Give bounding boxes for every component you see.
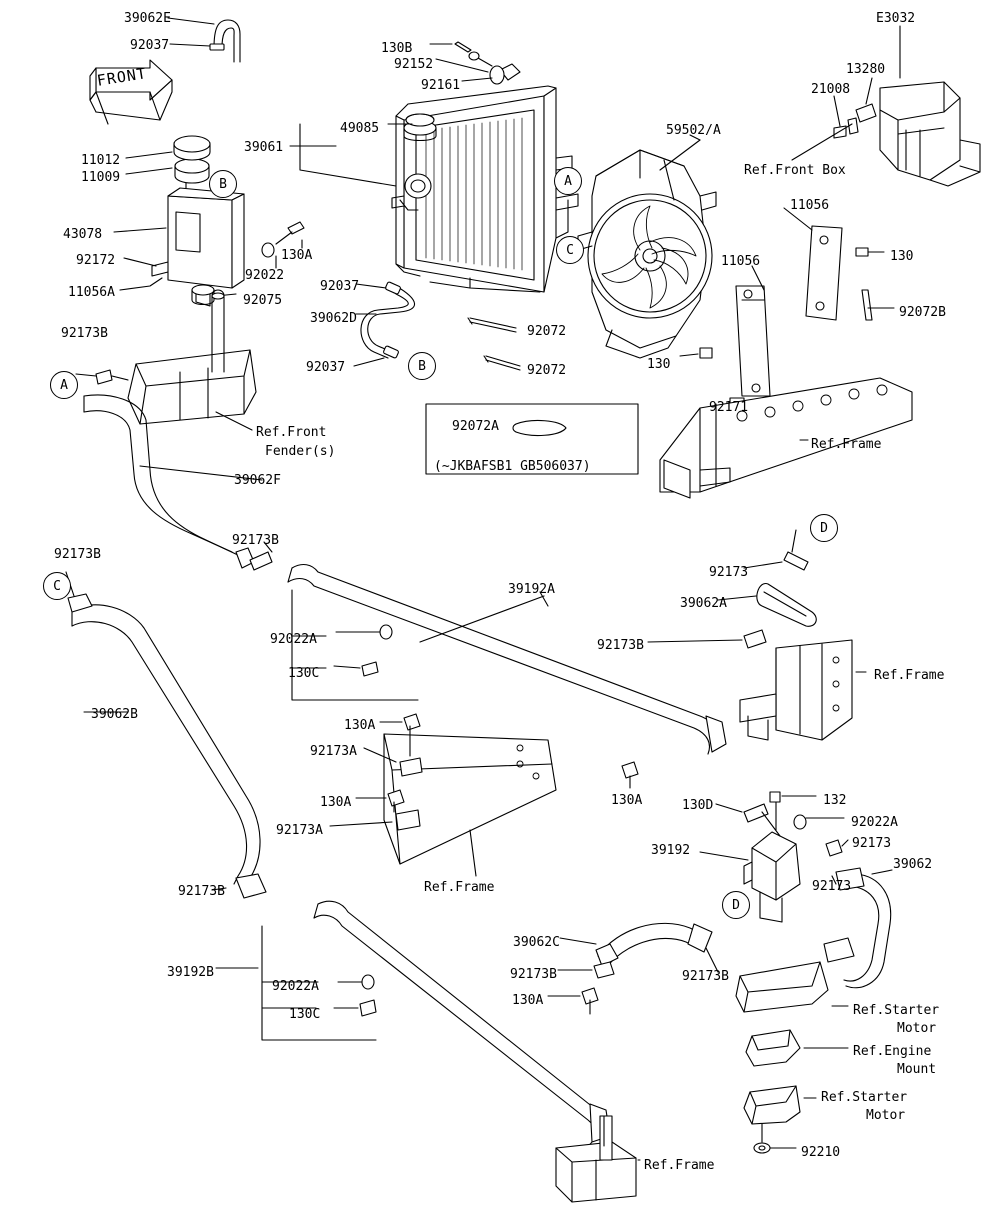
part-label: 130D <box>682 798 714 813</box>
part-label: Ref.Starter <box>821 1090 908 1105</box>
part-label: 11009 <box>81 170 121 185</box>
part-label: 92173A <box>276 823 323 838</box>
section-marker: C <box>43 572 71 600</box>
part-label: 11012 <box>81 153 121 168</box>
part-label: 92173B <box>232 533 279 548</box>
part-label: 39062F <box>234 473 281 488</box>
part-label: Ref.Frame <box>874 668 945 683</box>
part-label: 11056 <box>721 254 761 269</box>
part-label: 92210 <box>801 1145 841 1160</box>
part-label: 92173B <box>510 967 557 982</box>
section-marker: D <box>722 891 750 919</box>
part-label: 130B <box>381 41 413 56</box>
section-marker: D <box>810 514 838 542</box>
part-label: 92072 <box>527 363 567 378</box>
part-label: 11056 <box>790 198 830 213</box>
part-label: 130 <box>890 249 914 264</box>
part-label: 39192B <box>167 965 214 980</box>
front-arrow-label: FRONT <box>95 64 149 90</box>
part-label: 39062C <box>513 935 560 950</box>
part-label: 130 <box>647 357 671 372</box>
part-label: 39062 <box>893 857 933 872</box>
part-label: 130A <box>512 993 544 1008</box>
part-label: 11056A <box>68 285 115 300</box>
part-label: 92022A <box>272 979 319 994</box>
part-label: 92173 <box>812 879 852 894</box>
part-label: 130A <box>611 793 643 808</box>
part-label: Ref.Front <box>256 425 327 440</box>
part-label: Ref.Frame <box>811 437 882 452</box>
part-label: 92173A <box>310 744 357 759</box>
part-label: Ref.Starter <box>853 1003 940 1018</box>
part-label: 92173B <box>597 638 644 653</box>
part-label: Ref.Engine <box>853 1044 932 1059</box>
part-label: 92161 <box>421 78 461 93</box>
part-label: 43078 <box>63 227 103 242</box>
part-label: 130A <box>320 795 352 810</box>
part-label: E3032 <box>876 11 916 26</box>
section-marker: B <box>408 352 436 380</box>
part-label: Mount <box>897 1062 937 1077</box>
part-label: 92037 <box>130 38 170 53</box>
part-label: 92037 <box>320 279 360 294</box>
part-label: Ref.Frame <box>644 1158 715 1173</box>
section-marker: B <box>209 170 237 198</box>
part-label: 13280 <box>846 62 886 77</box>
part-label: 92173 <box>852 836 892 851</box>
part-label: 92072A <box>452 419 499 434</box>
part-label: 39192A <box>508 582 555 597</box>
section-marker: A <box>50 371 78 399</box>
part-label: 92173B <box>61 326 108 341</box>
part-label: 39061 <box>244 140 284 155</box>
part-label: (~JKBAFSB1 GB506037) <box>434 459 591 474</box>
part-label: 92075 <box>243 293 283 308</box>
part-label: 59502/A <box>666 123 721 138</box>
part-label: Ref.Front Box <box>744 163 846 178</box>
section-marker: C <box>556 236 584 264</box>
part-label: 92072 <box>527 324 567 339</box>
part-label: 92173B <box>54 547 101 562</box>
part-label: 132 <box>823 793 847 808</box>
part-label: 92022A <box>270 632 317 647</box>
part-label: 92152 <box>394 57 434 72</box>
part-label: 130A <box>344 718 376 733</box>
section-marker: A <box>554 167 582 195</box>
part-label: 130A <box>281 248 313 263</box>
part-label: 130C <box>289 1007 321 1022</box>
part-label: 39062D <box>310 311 357 326</box>
part-label: 92171 <box>709 400 749 415</box>
part-label: 39062A <box>680 596 727 611</box>
part-label: 39192 <box>651 843 691 858</box>
part-label: 92173B <box>682 969 729 984</box>
part-label: 92173 <box>709 565 749 580</box>
part-label: Fender(s) <box>265 444 336 459</box>
part-label: 39062E <box>124 11 171 26</box>
part-label: 92022 <box>245 268 285 283</box>
part-label: 21008 <box>811 82 851 97</box>
part-label: 130C <box>288 666 320 681</box>
part-label: 39062B <box>91 707 138 722</box>
part-label: Motor <box>866 1108 906 1123</box>
part-label: Ref.Frame <box>424 880 495 895</box>
part-label: 92037 <box>306 360 346 375</box>
part-label: 92173B <box>178 884 225 899</box>
part-label: 92022A <box>851 815 898 830</box>
part-label: 92172 <box>76 253 116 268</box>
part-label: Motor <box>897 1021 937 1036</box>
part-label: 49085 <box>340 121 380 136</box>
part-label: 92072B <box>899 305 946 320</box>
